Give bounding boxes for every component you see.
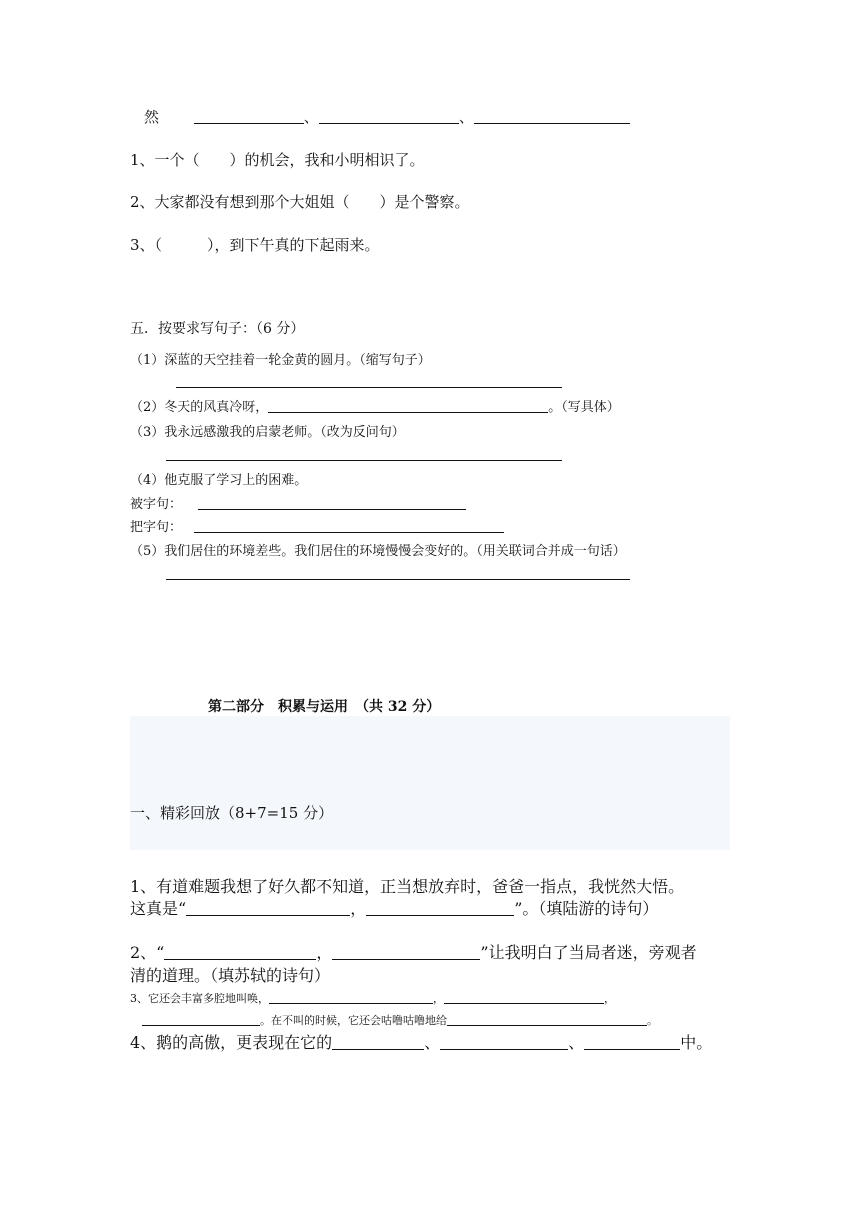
blank-1[interactable] bbox=[194, 108, 304, 124]
part-2-subheading: 一、精彩回放（8+7=15 分） bbox=[130, 804, 334, 822]
q4-post: 中。 bbox=[680, 1033, 713, 1052]
separator: 、 bbox=[458, 108, 474, 126]
poem-blank-2[interactable] bbox=[366, 899, 514, 916]
top-blank-line bbox=[144, 106, 630, 127]
q3a-post: ， bbox=[604, 992, 615, 1005]
s5-item-3: （3）我永远感激我的启蒙老师。（改为反问句） bbox=[130, 425, 405, 440]
answer-line-2[interactable] bbox=[268, 399, 548, 413]
s5-item-2-text: （2）冬天的风真冷呀， bbox=[130, 400, 269, 415]
q3a-mid: ， bbox=[433, 992, 444, 1005]
q3b-mid: 。在不叫的时候，它还会咕噜咕噜地给 bbox=[260, 1014, 447, 1027]
p2-question-2b: 清的道理。（填苏轼的诗句） bbox=[130, 966, 331, 985]
poem-blank-3[interactable] bbox=[164, 943, 316, 960]
shaded-panel bbox=[130, 716, 730, 850]
part-2-heading: 第二部分 积累与运用 （共 32 分） bbox=[208, 699, 441, 715]
blank-q3-1[interactable] bbox=[269, 992, 433, 1004]
poem-blank-4[interactable] bbox=[332, 943, 480, 960]
q1b-post: ”。（填陆游的诗句） bbox=[514, 899, 659, 918]
p2-question-1b bbox=[130, 896, 658, 919]
section-5-title: 五．按要求写句子：（6 分） bbox=[130, 321, 305, 337]
answer-line-ba[interactable] bbox=[194, 519, 504, 533]
question-2: 2、大家都没有想到那个大姐姐（ ）是个警察。 bbox=[130, 193, 470, 211]
s5-item-4: （4）他克服了学习上的困难。 bbox=[130, 473, 308, 488]
q2a-post: ”让我明白了当局者迷，旁观者 bbox=[480, 943, 697, 962]
p2-question-4 bbox=[130, 1030, 712, 1053]
ba-label: 把字句： bbox=[130, 520, 183, 535]
answer-line-bei[interactable] bbox=[198, 496, 466, 510]
blank-q3-3[interactable] bbox=[142, 1014, 260, 1026]
answer-line-5[interactable] bbox=[166, 579, 630, 580]
separator: 、 bbox=[303, 108, 319, 126]
p2-question-2a bbox=[130, 940, 697, 963]
bei-label: 被字句： bbox=[130, 497, 183, 512]
q3b-post: 。 bbox=[647, 1014, 658, 1027]
ba-sentence bbox=[130, 516, 504, 535]
s5-item-2 bbox=[130, 396, 620, 415]
separator: 、 bbox=[424, 1033, 441, 1052]
bei-sentence bbox=[130, 493, 466, 512]
p2-question-1a: 1、有道难题我想了好久都不知道，正当想放弃时，爸爸一指点，我恍然大悟。 bbox=[130, 877, 685, 896]
blank-q3-4[interactable] bbox=[447, 1014, 647, 1026]
answer-line-1[interactable] bbox=[176, 387, 562, 388]
q2a-pre: 2、“ bbox=[130, 943, 165, 962]
blank-q4-1[interactable] bbox=[332, 1033, 424, 1050]
poem-blank-1[interactable] bbox=[186, 899, 350, 916]
q1b-mid: ， bbox=[350, 899, 367, 918]
blank-q4-3[interactable] bbox=[584, 1033, 680, 1050]
blank-2[interactable] bbox=[319, 108, 459, 124]
s5-item-1: （1）深蓝的天空挂着一轮金黄的圆月。（缩写句子） bbox=[130, 353, 431, 368]
blank-q4-2[interactable] bbox=[440, 1033, 568, 1050]
p2-question-3a bbox=[130, 990, 615, 1006]
question-3: 3、（ ），到下午真的下起雨来。 bbox=[130, 236, 380, 254]
q4-pre: 4、鹅的高傲，更表现在它的 bbox=[130, 1033, 333, 1052]
answer-line-3[interactable] bbox=[166, 460, 562, 461]
blank-3[interactable] bbox=[474, 108, 630, 124]
q1b-pre: 这真是“ bbox=[130, 899, 187, 918]
p2-question-3b bbox=[142, 1012, 658, 1028]
s5-item-2-note: 。（写具体） bbox=[548, 400, 620, 415]
blank-q3-2[interactable] bbox=[444, 992, 604, 1004]
separator: 、 bbox=[568, 1033, 585, 1052]
question-1: 1、一个（ ）的机会，我和小明相识了。 bbox=[130, 151, 425, 169]
label-ran: 然 bbox=[144, 108, 160, 126]
s5-item-5: （5）我们居住的环境差些。我们居住的环境慢慢会变好的。（用关联词合并成一句话） bbox=[130, 544, 626, 559]
q3a-pre: 3、它还会丰富多腔地叫唤， bbox=[130, 992, 269, 1005]
q2a-mid: ， bbox=[316, 943, 333, 962]
